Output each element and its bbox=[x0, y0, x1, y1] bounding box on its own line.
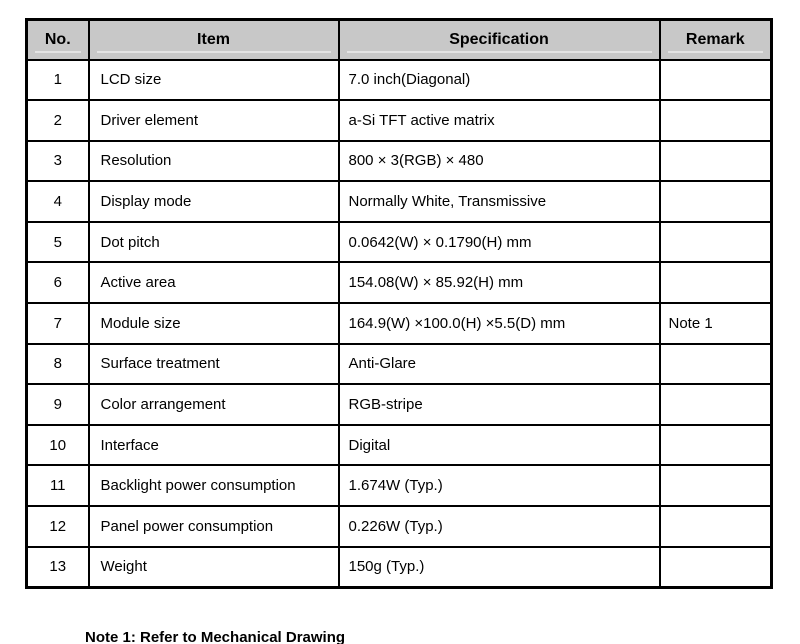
table-row bbox=[27, 344, 772, 385]
cell-item: Module size bbox=[89, 303, 339, 344]
table-row bbox=[27, 262, 772, 303]
cell-remark bbox=[660, 181, 772, 222]
column-header-spec: Specification bbox=[339, 20, 660, 60]
cell-item: Panel power consumption bbox=[89, 506, 339, 547]
cell-remark bbox=[660, 465, 772, 506]
cell-item: Dot pitch bbox=[89, 222, 339, 263]
cell-remark bbox=[660, 344, 772, 385]
cell-item: Color arrangement bbox=[89, 384, 339, 425]
cell-remark bbox=[660, 60, 772, 101]
cell-spec: 154.08(W) × 85.92(H) mm bbox=[339, 262, 660, 303]
cell-remark bbox=[660, 100, 772, 141]
cell-remark bbox=[660, 222, 772, 263]
cell-item: Weight bbox=[89, 547, 339, 588]
cell-remark bbox=[660, 141, 772, 182]
table-row bbox=[27, 506, 772, 547]
cell-item: Surface treatment bbox=[89, 344, 339, 385]
cell-remark bbox=[660, 547, 772, 588]
cell-no: 13 bbox=[27, 547, 89, 588]
cell-no: 3 bbox=[27, 141, 89, 182]
table-row bbox=[27, 222, 772, 263]
cell-spec: Normally White, Transmissive bbox=[339, 181, 660, 222]
cell-item: Resolution bbox=[89, 141, 339, 182]
cell-no: 9 bbox=[27, 384, 89, 425]
cell-spec: 800 × 3(RGB) × 480 bbox=[339, 141, 660, 182]
cell-no: 6 bbox=[27, 262, 89, 303]
lcd-spec-table bbox=[25, 18, 773, 589]
cell-no: 11 bbox=[27, 465, 89, 506]
table-row bbox=[27, 141, 772, 182]
table-row bbox=[27, 465, 772, 506]
cell-remark bbox=[660, 384, 772, 425]
cell-remark bbox=[660, 506, 772, 547]
table-header-row bbox=[27, 20, 772, 60]
cell-spec: 0.226W (Typ.) bbox=[339, 506, 660, 547]
column-header-no: No. bbox=[27, 20, 89, 60]
cell-remark: Note 1 bbox=[660, 303, 772, 344]
cell-item: Driver element bbox=[89, 100, 339, 141]
cell-no: 5 bbox=[27, 222, 89, 263]
cell-no: 1 bbox=[27, 60, 89, 101]
cell-no: 8 bbox=[27, 344, 89, 385]
footnote-note1: Note 1: Refer to Mechanical Drawing bbox=[85, 629, 346, 644]
table-row bbox=[27, 181, 772, 222]
cell-item: Backlight power consumption bbox=[89, 465, 339, 506]
table-row bbox=[27, 425, 772, 466]
column-header-remark: Remark bbox=[660, 20, 772, 60]
cell-item: Interface bbox=[89, 425, 339, 466]
cell-spec: 1.674W (Typ.) bbox=[339, 465, 660, 506]
table-row bbox=[27, 100, 772, 141]
cell-spec: a-Si TFT active matrix bbox=[339, 100, 660, 141]
table-row bbox=[27, 547, 772, 588]
cell-item: LCD size bbox=[89, 60, 339, 101]
cell-spec: 150g (Typ.) bbox=[339, 547, 660, 588]
column-header-item: Item bbox=[89, 20, 339, 60]
table-row bbox=[27, 60, 772, 101]
cell-item: Active area bbox=[89, 262, 339, 303]
cell-spec: RGB-stripe bbox=[339, 384, 660, 425]
table-row bbox=[27, 303, 772, 344]
cell-spec: 164.9(W) ×100.0(H) ×5.5(D) mm bbox=[339, 303, 660, 344]
cell-item: Display mode bbox=[89, 181, 339, 222]
cell-no: 7 bbox=[27, 303, 89, 344]
table-row bbox=[27, 384, 772, 425]
cell-no: 2 bbox=[27, 100, 89, 141]
cell-no: 4 bbox=[27, 181, 89, 222]
cell-spec: Digital bbox=[339, 425, 660, 466]
cell-remark bbox=[660, 262, 772, 303]
cell-no: 10 bbox=[27, 425, 89, 466]
cell-spec: 7.0 inch(Diagonal) bbox=[339, 60, 660, 101]
cell-spec: 0.0642(W) × 0.1790(H) mm bbox=[339, 222, 660, 263]
cell-spec: Anti-Glare bbox=[339, 344, 660, 385]
cell-no: 12 bbox=[27, 506, 89, 547]
cell-remark bbox=[660, 425, 772, 466]
